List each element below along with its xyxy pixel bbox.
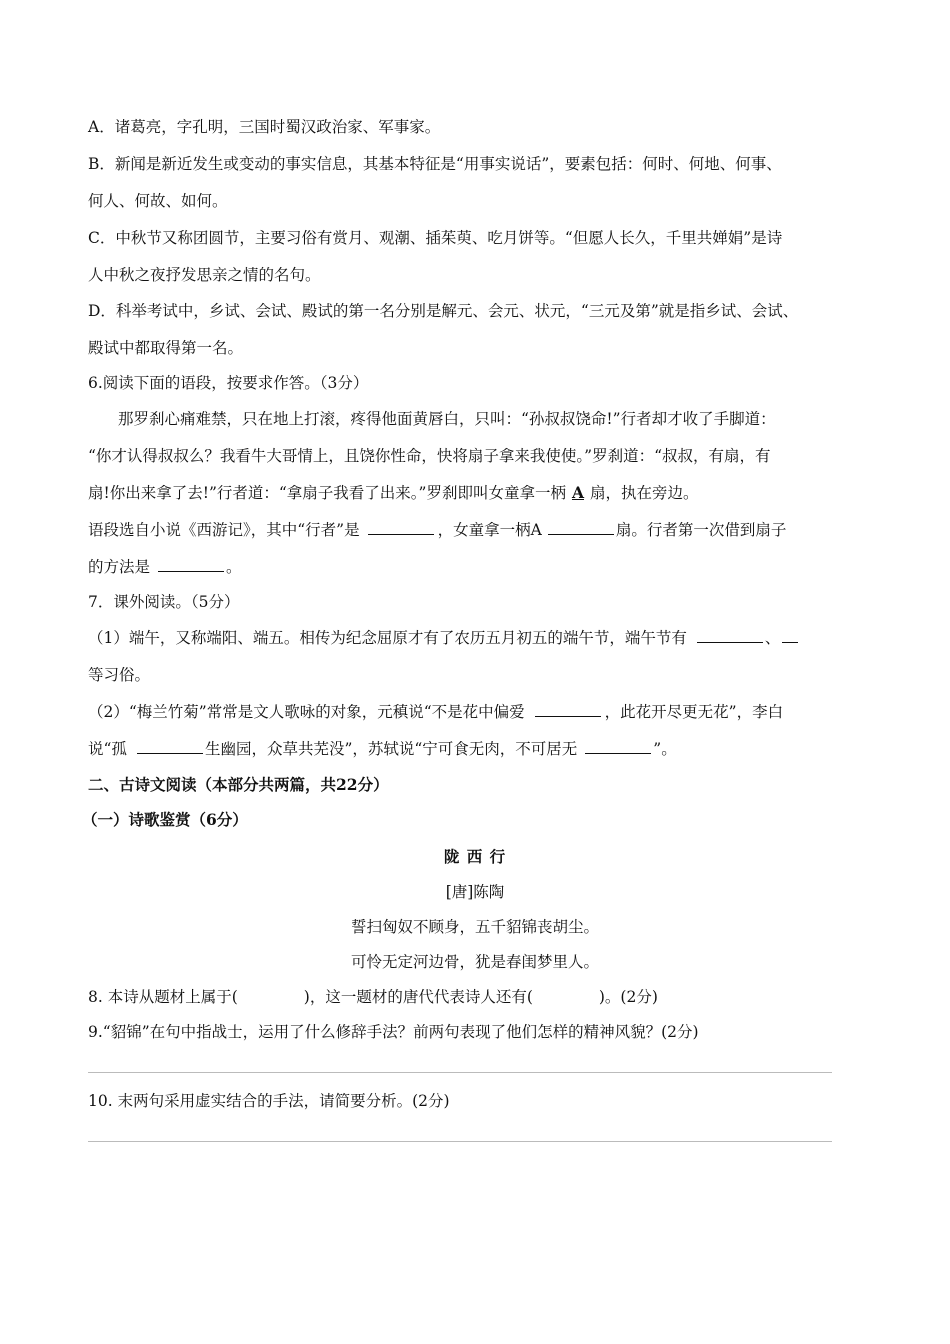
option-c-line2: 人中秋之夜抒发思亲之情的名句。 xyxy=(88,266,321,284)
q9: 9.“貂锦”在句中指战士，运用了什么修辞手法？前两句表现了他们怎样的精神风貌？(2分) xyxy=(88,1023,699,1041)
poem-title: 陇 西 行 xyxy=(443,847,507,866)
answer-blank-custom1[interactable] xyxy=(697,628,763,643)
poem-line1: 誓扫匈奴不顾身，五千貂锦丧胡尘。 xyxy=(350,918,599,936)
q8-text: 8. 本诗从题材上属于( xyxy=(88,988,238,1006)
q6-ask2-end: 。 xyxy=(226,558,242,576)
q7-sub2-line1 xyxy=(88,702,783,722)
q7-sub2-text: （2）“梅兰竹菊”常常是文人歌咏的对象，元稹说“不是花中偏爱 xyxy=(88,703,525,721)
q6-passage-line1: 那罗刹心痛难禁，只在地上打滚，疼得他面黄唇白，只叫：“孙叔叔饶命!”行者却才收了手脚道： xyxy=(118,410,776,428)
q6-mark-a: A xyxy=(571,483,585,502)
q6-title: 6.阅读下面的语段，按要求作答。（3分） xyxy=(88,374,369,392)
option-c-line1: C．中秋节又称团圆节，主要习俗有赏月、观潮、插茱萸、吃月饼等。“但愿人长久，千里共婵娟”是诗 xyxy=(88,229,783,247)
q6-ask1-mid: ，女童拿一柄A xyxy=(437,521,542,539)
q7-sub1-text: （1）端午，又称端阳、端五。相传为纪念屈原才有了农历五月初五的端午节，端午节有 xyxy=(88,629,687,647)
q7-sub1-sep: 、 xyxy=(764,629,781,647)
q7-sub1-line2: 等习俗。 xyxy=(88,666,151,684)
q6-ask2-text: 的方法是 xyxy=(88,558,151,576)
q6-passage-line2: “你才认得叔叔么？我看牛大哥情上，且饶你性命，快将扇子拿来我使使。”罗刹道：“叔叔，有扇，有 xyxy=(88,447,771,465)
q6-ask-line1 xyxy=(88,520,786,540)
q8-end: )。(2分) xyxy=(598,988,658,1006)
q6-passage-line3-text: 扇!你出来拿了去!”行者道：“拿扇子我看了出来。”罗刹即叫女童拿一柄 xyxy=(88,484,566,502)
answer-blank-zhu[interactable] xyxy=(585,739,651,754)
option-b-line1: B．新闻是新近发生或变动的事实信息，其基本特征是“用事实说话”，要素包括：何时、何地、何事、 xyxy=(88,155,782,173)
q10: 10. 末两句采用虚实结合的手法，请简要分析。(2分) xyxy=(88,1092,450,1110)
q9-answer-line[interactable] xyxy=(88,1072,832,1073)
q7-sub2-line2 xyxy=(88,739,677,759)
option-d-line2: 殿试中都取得第一名。 xyxy=(88,339,244,357)
q7-title: 7．课外阅读。（5分） xyxy=(88,593,240,611)
q6-ask1-text: 语段选自小说《西游记》，其中“行者”是 xyxy=(88,521,360,539)
q8-mid: )，这一题材的唐代代表诗人还有( xyxy=(303,988,533,1006)
answer-blank-juhua[interactable] xyxy=(535,702,601,717)
option-b-line2: 何人、何故、如何。 xyxy=(88,192,228,210)
poem-author: [唐]陈陶 xyxy=(445,883,505,901)
q7-sub2-end: ”。 xyxy=(653,740,677,758)
answer-blank-method[interactable] xyxy=(158,557,224,572)
option-a: A．诸葛亮，字孔明，三国时蜀汉政治家、军事家。 xyxy=(88,118,441,136)
answer-blank-custom2[interactable] xyxy=(782,628,798,643)
poem-line2: 可怜无定河边骨，犹是春闺梦里人。 xyxy=(350,953,599,971)
q8 xyxy=(88,987,658,1007)
q7-sub1-line1 xyxy=(88,628,798,648)
section2-title: 二、古诗文阅读（本部分共两篇，共22分） xyxy=(88,775,389,794)
answer-blank-fan[interactable] xyxy=(548,520,614,535)
q7-sub2-gu: 说“孤 xyxy=(88,740,127,758)
q10-answer-line[interactable] xyxy=(88,1141,832,1142)
q6-ask1-end: 扇。行者第一次借到扇子 xyxy=(615,521,787,539)
q6-passage-line3 xyxy=(88,483,699,503)
q7-sub2-sushi: 生幽园，众草共芜没”，苏轼说“宁可食无肉，不可居无 xyxy=(204,740,578,758)
section2-subtitle: （一）诗歌鉴赏（6分） xyxy=(82,810,248,829)
option-d-line1: D．科举考试中，乡试、会试、殿试的第一名分别是解元、会元、状元，“三元及第”就是指乡试、会试、 xyxy=(88,302,799,320)
q6-passage-line3-end: 扇，执在旁边。 xyxy=(590,484,699,502)
q6-ask-line2 xyxy=(88,557,242,577)
answer-blank-lan[interactable] xyxy=(137,739,203,754)
answer-blank-xingzhe[interactable] xyxy=(368,520,434,535)
q7-sub2-mid: ，此花开尽更无花”，李白 xyxy=(604,703,784,721)
